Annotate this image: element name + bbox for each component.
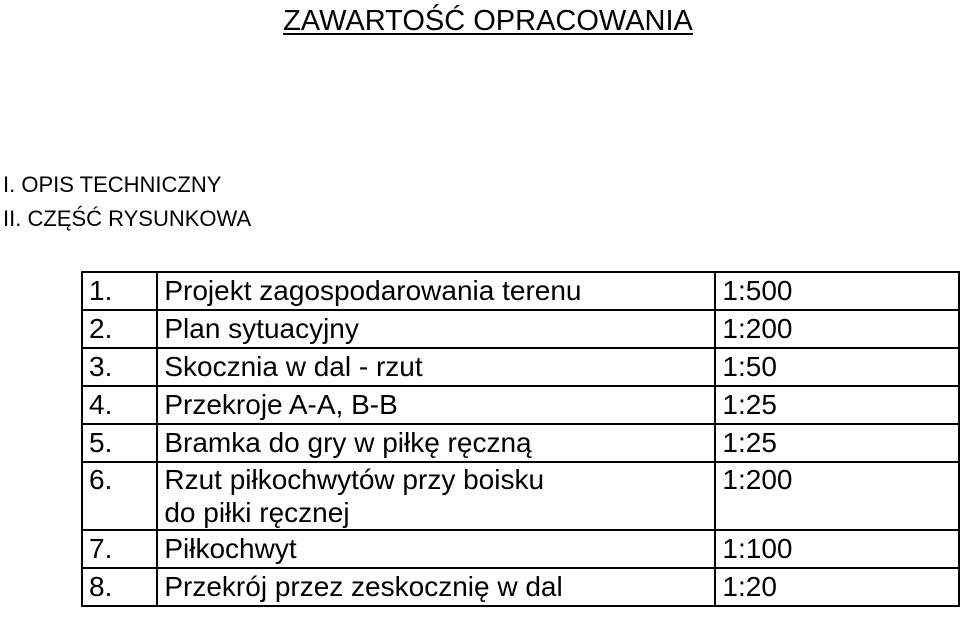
table-row [82, 568, 959, 606]
section-technical-description: I. OPIS TECHNICZNY [3, 172, 222, 197]
drawing-title: Bramka do gry w piłkę ręczną [157, 424, 715, 462]
drawing-title: Skocznia w dal - rzut [157, 348, 715, 386]
document-title: ZAWARTOŚĆ OPRACOWANIA [283, 5, 693, 37]
table-row [82, 272, 959, 310]
drawing-scale: 1:20 [715, 568, 959, 606]
drawing-number: 6. [82, 462, 157, 530]
table-row [82, 424, 959, 462]
drawing-title: Przekroje A-A, B-B [157, 386, 715, 424]
drawing-title: Przekrój przez zeskocznię w dal [157, 568, 715, 606]
drawing-number: 3. [82, 348, 157, 386]
drawing-scale: 1:50 [715, 348, 959, 386]
drawing-number: 8. [82, 568, 157, 606]
drawing-scale: 1:500 [715, 272, 959, 310]
table-row [82, 386, 959, 424]
drawing-title: Projekt zagospodarowania terenu [157, 272, 715, 310]
section-drawings: II. CZĘŚĆ RYSUNKOWA [3, 206, 252, 231]
drawing-number: 4. [82, 386, 157, 424]
table-row [82, 348, 959, 386]
drawing-scale: 1:100 [715, 530, 959, 568]
table-row [82, 310, 959, 348]
table-row [82, 530, 959, 568]
drawing-number: 5. [82, 424, 157, 462]
drawing-scale: 1:200 [715, 310, 959, 348]
drawings-table [81, 271, 960, 607]
drawing-number: 1. [82, 272, 157, 310]
drawing-scale: 1:25 [715, 386, 959, 424]
drawing-title-continuation: do piłki ręcznej [164, 497, 350, 528]
drawing-title: Piłkochwyt [157, 530, 715, 568]
drawing-scale: 1:25 [715, 424, 959, 462]
table-row [82, 462, 959, 530]
drawing-number: 2. [82, 310, 157, 348]
drawing-title: Plan sytuacyjny [157, 310, 715, 348]
drawing-title: Rzut piłkochwytów przy boisku [164, 464, 545, 495]
drawing-title-cell [157, 462, 715, 530]
drawing-scale: 1:200 [715, 462, 959, 530]
drawing-number: 7. [82, 530, 157, 568]
